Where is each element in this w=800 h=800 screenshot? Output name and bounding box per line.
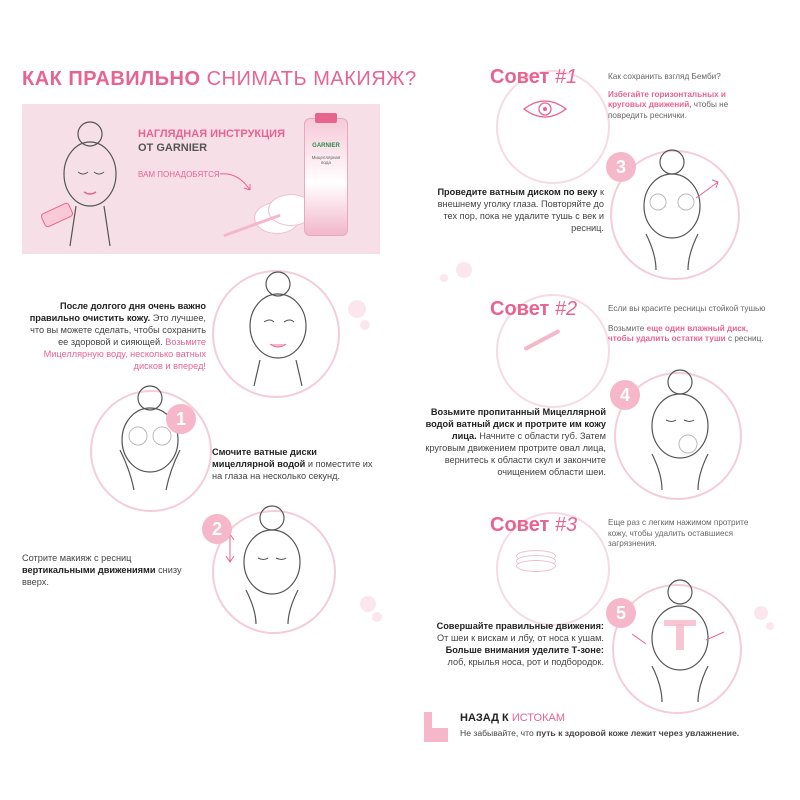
step4-body: Начните с области губ. Затем круговым движением протрите овал лица, вернитесь к области скул и закончите очищением области шеи.	[425, 431, 606, 477]
step5-number: 5	[606, 598, 636, 628]
step2-bold: вертикальными движениями	[22, 565, 156, 575]
decor-bubble	[360, 596, 376, 612]
tip3-num: #3	[554, 514, 578, 536]
tip1-question: Как сохранить взгляд Бемби?	[608, 72, 721, 81]
step5-bold1: Совершайте правильные движения:	[436, 621, 604, 631]
step2-number: 2	[202, 514, 232, 544]
intro-bold: После долгого дня очень важно правильно очистить кожу.	[29, 301, 206, 323]
back-text	[460, 728, 780, 738]
step4-bold: Возьмите пропитанный Мицеллярной водой ватный диск и протрите им кожу лица.	[425, 407, 606, 441]
banner-need: ВАМ ПОНАДОБЯТСЯ	[138, 170, 220, 179]
tip2-text	[608, 304, 768, 345]
back-a: Не забывайте, что	[460, 728, 534, 738]
step3-number: 3	[606, 152, 636, 182]
tip2-b: с ресниц.	[727, 334, 764, 343]
title-bold: КАК ПРАВИЛЬНО	[22, 68, 201, 90]
step1-bold: Смочите ватные диски мицеллярной водой	[212, 447, 317, 469]
step5-text	[426, 620, 604, 668]
bottle-label: Мицеллярная вода	[311, 155, 341, 165]
woman-smiling-illustration	[230, 268, 330, 386]
tip2-a: Возьмите	[608, 323, 645, 333]
decor-bubble	[348, 300, 366, 318]
step3-text	[428, 186, 604, 234]
step4-text	[424, 406, 606, 478]
tip1-heading	[490, 66, 577, 89]
decor-bubble	[360, 320, 370, 330]
step3-bold: Проведите ватным диском по веку	[437, 187, 598, 197]
tip1-body: чтобы не повредить реснички.	[608, 100, 729, 120]
woman-face-illustration	[40, 116, 132, 252]
woman-tzone-illustration	[626, 574, 736, 702]
step5-bold2: Больше внимания уделите Т-зоне:	[445, 645, 604, 655]
tip2-bold: еще один влажный диск, чтобы удалить остатки туши	[608, 323, 749, 343]
step4-number: 4	[610, 380, 640, 410]
back-pink: ИСТОКАМ	[511, 712, 565, 724]
step2-a: Сотрите макияж с ресниц	[22, 553, 132, 563]
bottle-cap	[315, 113, 337, 123]
intro-text-body: Это лучшее, что вы можете сделать, чтобы сохранить ее здоровой и сияющей.	[30, 313, 206, 347]
decor-bubble	[456, 262, 472, 278]
tip1-text	[608, 72, 748, 121]
tip1-label: Совет	[490, 66, 550, 88]
intro-text	[26, 300, 206, 372]
decor-bubble	[754, 606, 768, 620]
micellar-bottle	[304, 118, 348, 236]
tube-icon	[424, 712, 450, 742]
step1-text	[212, 446, 382, 482]
title-light: СНИМАТЬ МАКИЯЖ?	[206, 68, 417, 90]
woman-pads-on-eyes-illustration	[100, 380, 210, 500]
tip2-question: Если вы красите ресницы стойкой тушью	[608, 304, 766, 313]
tip1-num: #1	[554, 66, 578, 88]
tip3-label: Совет	[490, 514, 550, 536]
cotton-pads-stack-icon	[516, 550, 556, 568]
back-bold2: путь к здоровой коже лежит через увлажнение.	[536, 728, 740, 738]
step1-number: 1	[166, 404, 196, 434]
arrow-icon	[218, 166, 258, 196]
tip2-num: #2	[554, 298, 578, 320]
tip3-text: Еще раз с легким нажимом протрите кожу, чтобы удалить оставшиеся загрязнения.	[608, 518, 749, 548]
tip2-label: Совет	[490, 298, 550, 320]
eye-icon	[520, 94, 570, 124]
woman-wiping-eyelid-illustration	[622, 144, 732, 270]
tip1-bold: Избегайте горизонтальных и круговых движений,	[608, 89, 726, 109]
decor-bubble	[372, 612, 382, 622]
banner-line2: ОТ GARNIER	[138, 142, 208, 154]
page-title	[22, 68, 417, 91]
step3-body: к внешнему уголку глаза. Повторяйте до тех пор, пока не удалите тушь с век и ресниц.	[437, 187, 604, 233]
tip2-heading	[490, 298, 577, 321]
bottle-brand: GARNIER	[312, 143, 340, 149]
step2-text	[22, 552, 202, 588]
woman-wiping-face-illustration	[626, 364, 736, 490]
decor-bubble	[440, 274, 448, 282]
back-bold: НАЗАД К	[460, 712, 509, 724]
intro-banner	[22, 104, 380, 254]
decor-bubble	[766, 622, 774, 630]
banner-line1: НАГЛЯДНАЯ ИНСТРУКЦИЯ	[138, 128, 285, 140]
woman-wiping-lashes-illustration	[216, 500, 326, 624]
step2-b: снизу вверх.	[22, 565, 182, 587]
step5-text1: От шеи к вискам и лбу, от носа к ушам.	[437, 633, 604, 643]
step5-text2: лоб, крылья носа, рот и подбородок.	[447, 657, 604, 667]
back-heading	[460, 712, 565, 724]
tip3-heading	[490, 514, 577, 537]
step1-body: и поместите их на глаза на несколько секунд.	[212, 459, 373, 481]
intro-pink: Возьмите Мицеллярную воду, несколько ватных дисков и вперед!	[43, 337, 206, 371]
